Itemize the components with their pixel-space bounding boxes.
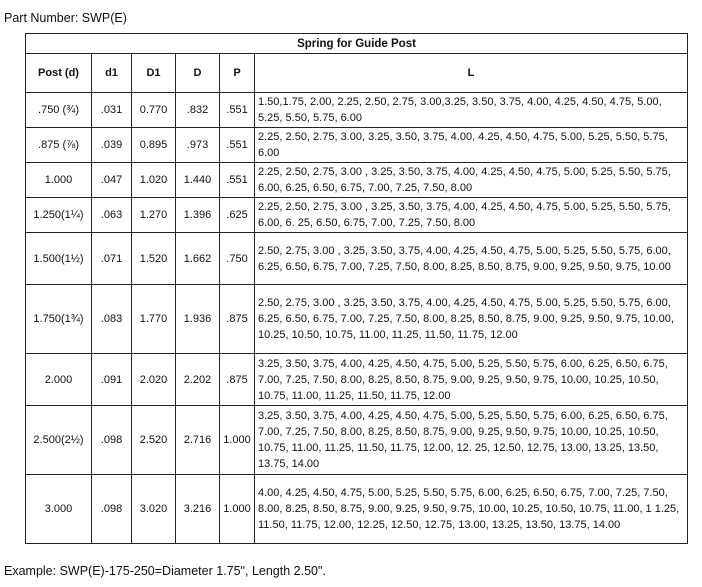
cell-D1: 2.520 — [132, 406, 176, 475]
cell-P: 1.000 — [220, 475, 255, 544]
cell-post: 2.000 — [26, 354, 92, 406]
cell-d1: .031 — [92, 93, 132, 128]
column-header-d1: d1 — [92, 54, 132, 93]
cell-post: .875 (⅞) — [26, 128, 92, 163]
table-row — [26, 163, 688, 198]
cell-D: .973 — [176, 128, 220, 163]
cell-D1: 3.020 — [132, 475, 176, 544]
cell-D1: 0.895 — [132, 128, 176, 163]
column-header-post: Post (d) — [26, 54, 92, 93]
cell-L: 2.25, 2.50, 2.75, 3.00 , 3.25, 3.50, 3.75, 4.00, 4.25, 4.50, 4.75, 5.00, 5.25, 5.50, 5.75, 6.00, 6. 25, 6.50, 6.75, 7.00, 7.25, 7.50, 8.00 — [255, 198, 688, 233]
cell-L: 2.50, 2.75, 3.00 , 3.25, 3.50, 3.75, 4.00, 4.25, 4.50, 4.75, 5.00, 5.25, 5.50, 5.75, 6.00, 6.25, 6.50, 6.75, 7.00, 7.25, 7.50, 8.00, 8.25, 8.50, 8.75, 9.00, 9.25, 9.50, 9.75, 10.00 — [255, 233, 688, 285]
cell-D1: 1.520 — [132, 233, 176, 285]
cell-L: 1.50,1.75, 2.00, 2.25, 2.50, 2.75, 3.00,3.25, 3.50, 3.75, 4.00, 4.25, 4.50, 4.75, 5.00, 5.25, 5.50, 5.75, 6.00 — [255, 93, 688, 128]
table-header-row — [26, 54, 688, 93]
cell-L: 2.25, 2.50, 2.75, 3.00, 3.25, 3.50, 3.75, 4.00, 4.25, 4.50, 4.75, 5.00, 5.25, 5.50, 5.75, 6.00 — [255, 128, 688, 163]
cell-d1: .039 — [92, 128, 132, 163]
cell-D: .832 — [176, 93, 220, 128]
table-row — [26, 198, 688, 233]
column-header-P: P — [220, 54, 255, 93]
cell-D1: 1.020 — [132, 163, 176, 198]
cell-D: 1.936 — [176, 285, 220, 354]
cell-d1: .047 — [92, 163, 132, 198]
cell-P: .551 — [220, 93, 255, 128]
cell-D: 2.202 — [176, 354, 220, 406]
table-row — [26, 93, 688, 128]
cell-P: .750 — [220, 233, 255, 285]
cell-P: .875 — [220, 354, 255, 406]
cell-L: 2.50, 2.75, 3.00 , 3.25, 3.50, 3.75, 4.00, 4.25, 4.50, 4.75, 5.00, 5.25, 5.50, 5.75, 6.00, 6.25, 6.50, 6.75, 7.00, 7.25, 7.50, 8.00, 8.25, 8.50, 8.75, 9.00, 9.25, 9.50, 9.75, 10.00, 10.25, 10.50, 10.75, 11.00, 11.25, 11.50, 11.75, 12.00 — [255, 285, 688, 354]
cell-post: .750 (¾) — [26, 93, 92, 128]
part-number-label: Part Number: SWP(E) — [4, 11, 127, 25]
cell-L: 3.25, 3.50, 3.75, 4.00, 4.25, 4.50, 4.75, 5.00, 5.25, 5.50, 5.75, 6.00, 6.25, 6.50, 6.75, 7.00, 7.25, 7.50, 8.00, 8.25, 8.50, 8.75, 9.00, 9.25, 9.50, 9.75, 10.00, 10.25, 10.50, 10.75, 11.00, 11.25, 11.50, 11.75, 12.00 — [255, 354, 688, 406]
cell-L: 3.25, 3.50, 3.75, 4.00, 4.25, 4.50, 4.75, 5.00, 5.25, 5.50, 5.75, 6.00, 6.25, 6.50, 6.75, 7.00, 7.25, 7.50, 8.00, 8.25, 8.50, 8.75, 9.00, 9.25, 9.50, 9.75, 10.00, 10.25, 10.50, 10.75, 11.00, 11.25, 11.50, 11.75, 12.00, 12. 25, 12.50, 12.75, 13.00, 13.25, 13.50, 13.75, 14.00 — [255, 406, 688, 475]
cell-post: 1.500(1½) — [26, 233, 92, 285]
cell-P: .551 — [220, 128, 255, 163]
table-row — [26, 354, 688, 406]
cell-D1: 2.020 — [132, 354, 176, 406]
example-note: Example: SWP(E)-175-250=Diameter 1.75", Length 2.50". — [4, 564, 326, 578]
cell-D1: 1.770 — [132, 285, 176, 354]
cell-post: 3.000 — [26, 475, 92, 544]
cell-D: 1.662 — [176, 233, 220, 285]
cell-L: 4.00, 4.25, 4.50, 4.75, 5.00, 5.25, 5.50, 5.75, 6.00, 6.25, 6.50, 6.75, 7.00, 7.25, 7.50, 8.00, 8.25, 8.50, 8.75, 9.00, 9.25, 9.50, 9.75, 10.00, 10.25, 10.50, 10.75, 11.00, 1 1.25, 11.50, 11.75, 12.00, 12.25, 12.50, 12.75, 13.00, 13.25, 13.50, 13.75, 14.00 — [255, 475, 688, 544]
cell-post: 1.250(1¼) — [26, 198, 92, 233]
table-row — [26, 406, 688, 475]
cell-post: 1.750(1¾) — [26, 285, 92, 354]
table-row — [26, 233, 688, 285]
cell-D: 3.216 — [176, 475, 220, 544]
cell-d1: .098 — [92, 406, 132, 475]
cell-P: .875 — [220, 285, 255, 354]
column-header-D1: D1 — [132, 54, 176, 93]
column-header-D: D — [176, 54, 220, 93]
cell-post: 2.500(2½) — [26, 406, 92, 475]
table-row — [26, 128, 688, 163]
cell-P: 1.000 — [220, 406, 255, 475]
table-title: Spring for Guide Post — [26, 34, 688, 54]
cell-P: .551 — [220, 163, 255, 198]
spring-spec-table — [25, 33, 688, 544]
column-header-L: L — [255, 54, 688, 93]
cell-post: 1.000 — [26, 163, 92, 198]
table-row — [26, 475, 688, 544]
cell-P: .625 — [220, 198, 255, 233]
cell-L: 2.25, 2.50, 2.75, 3.00 , 3.25, 3.50, 3.75, 4.00, 4.25, 4.50, 4.75, 5.00, 5.25, 5.50, 5.75, 6.00, 6.25, 6.50, 6.75, 7.00, 7.25, 7.50, 8.00 — [255, 163, 688, 198]
cell-d1: .098 — [92, 475, 132, 544]
cell-d1: .071 — [92, 233, 132, 285]
cell-D1: 1.270 — [132, 198, 176, 233]
table-row — [26, 285, 688, 354]
cell-D1: 0.770 — [132, 93, 176, 128]
cell-D: 2.716 — [176, 406, 220, 475]
cell-d1: .091 — [92, 354, 132, 406]
cell-D: 1.440 — [176, 163, 220, 198]
cell-d1: .063 — [92, 198, 132, 233]
cell-D: 1.396 — [176, 198, 220, 233]
cell-d1: .083 — [92, 285, 132, 354]
